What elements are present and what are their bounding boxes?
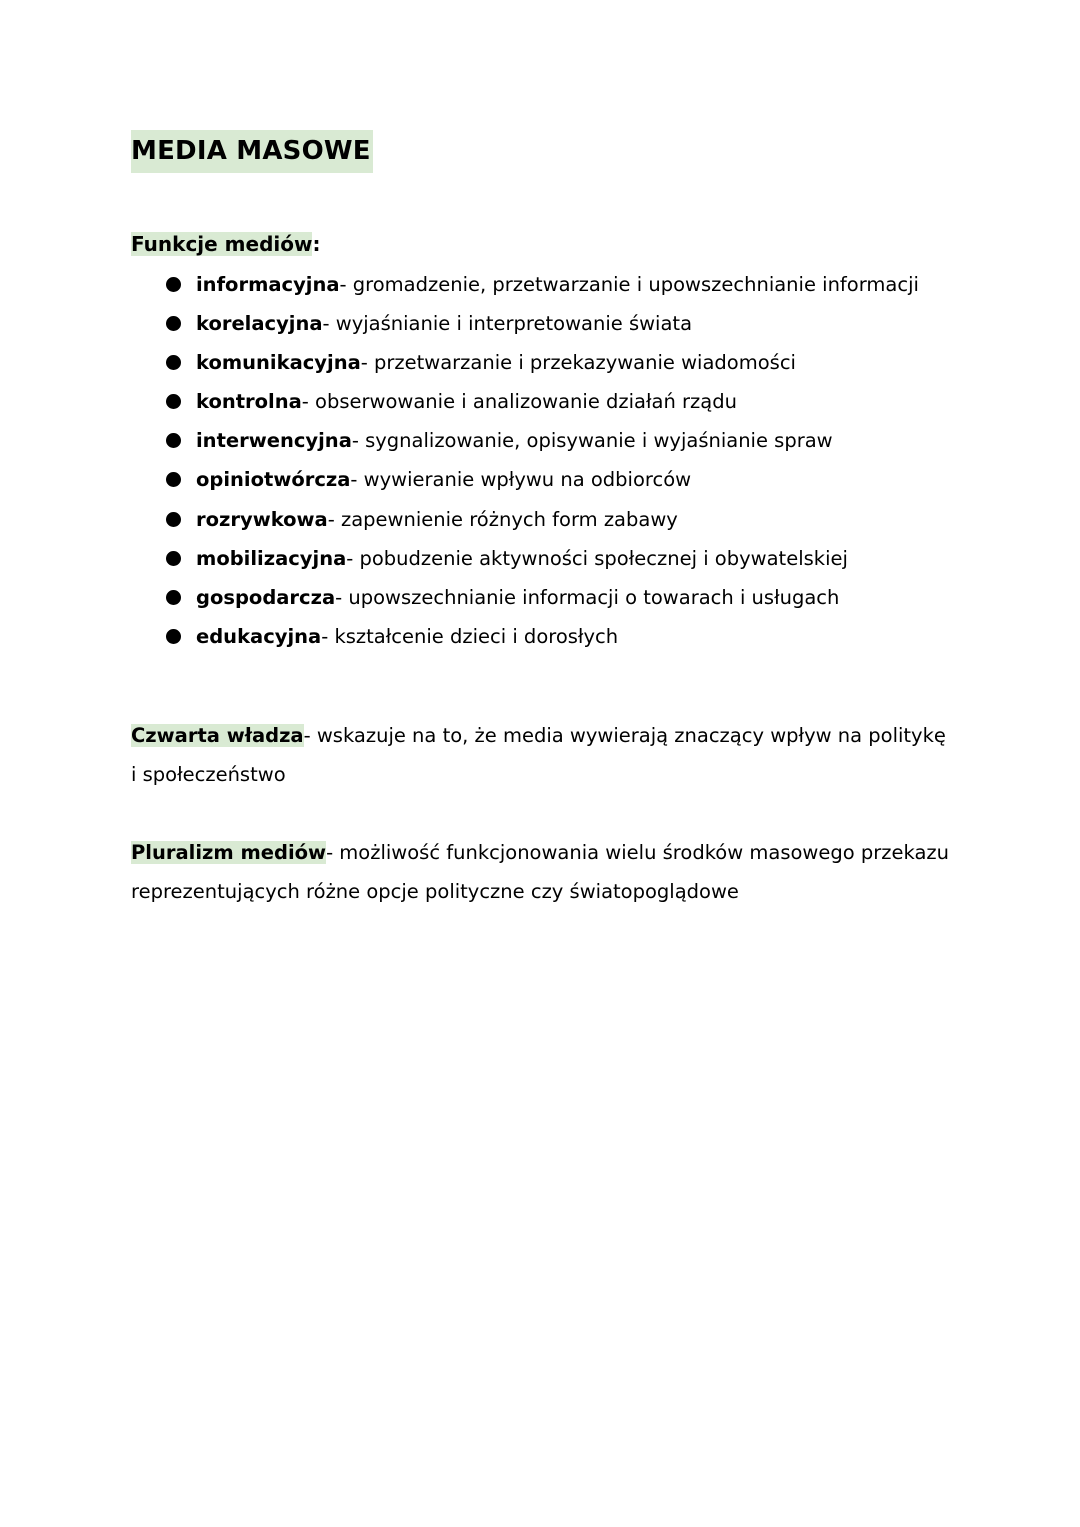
function-term: edukacyjna [196, 624, 322, 648]
definition-term: Pluralizm mediów [131, 840, 327, 864]
list-item [166, 617, 919, 656]
page-title: MEDIA MASOWE [131, 130, 373, 173]
bullet-icon [166, 316, 181, 331]
function-description: - wywieranie wpływu na odbiorców [350, 468, 692, 492]
function-term: informacyjna [196, 273, 340, 296]
functions-heading-colon: : [312, 232, 321, 256]
bullet-icon [166, 512, 181, 527]
function-term: opiniotwórcza [196, 468, 351, 492]
list-item [166, 578, 919, 617]
function-description: - obserwowanie i analizowanie działań rządu [301, 390, 737, 414]
functions-list [166, 265, 919, 656]
function-term: kontrolna [196, 390, 302, 414]
function-term: gospodarcza [196, 585, 336, 609]
function-term: komunikacyjna [196, 351, 361, 375]
list-item [166, 382, 919, 421]
list-item [166, 460, 919, 499]
bullet-icon [166, 355, 181, 370]
function-term: korelacyjna [196, 312, 323, 336]
function-description: - przetwarzanie i przekazywanie wiadomości [360, 351, 796, 375]
definition-description: - możliwość funkcjonowania wielu środków masowego przekazu reprezentujących różne opcje polityczne czy światopoglądowe [131, 840, 949, 903]
list-item [166, 343, 919, 382]
functions-heading-label: Funkcje mediów [131, 232, 313, 256]
function-term: interwencyjna [196, 429, 352, 453]
function-term: mobilizacyjna [196, 546, 347, 570]
definition-term: Czwarta władza [131, 723, 304, 747]
bullet-icon [166, 629, 181, 644]
bullet-icon [166, 551, 181, 566]
function-term: rozrywkowa [196, 507, 328, 531]
functions-heading [131, 228, 320, 260]
list-item [166, 421, 919, 460]
function-description: - sygnalizowanie, opisywanie i wyjaśnianie spraw [351, 429, 833, 453]
bullet-icon [166, 277, 181, 292]
definition-description: - wskazuje na to, że media wywierają znaczący wpływ na politykę i społeczeństwo [131, 723, 946, 786]
function-description: - pobudzenie aktywności społecznej i obywatelskiej [346, 546, 848, 570]
list-item [166, 304, 919, 343]
bullet-icon [166, 394, 181, 409]
list-item [166, 500, 919, 539]
bullet-icon [166, 433, 181, 448]
definition-fourth-estate [131, 716, 951, 794]
function-description: - upowszechnianie informacji o towarach i usługach [335, 585, 840, 609]
bullet-icon [166, 590, 181, 605]
function-description: - kształcenie dzieci i dorosłych [321, 624, 619, 648]
function-description: - gromadzenie, przetwarzanie i upowszechnianie informacji [339, 273, 919, 296]
bullet-icon [166, 472, 181, 487]
list-item [166, 265, 919, 304]
function-description: - zapewnienie różnych form zabawy [327, 507, 678, 531]
function-description: - wyjaśnianie i interpretowanie świata [322, 312, 693, 336]
definition-media-pluralism [131, 833, 951, 911]
list-item [166, 539, 919, 578]
